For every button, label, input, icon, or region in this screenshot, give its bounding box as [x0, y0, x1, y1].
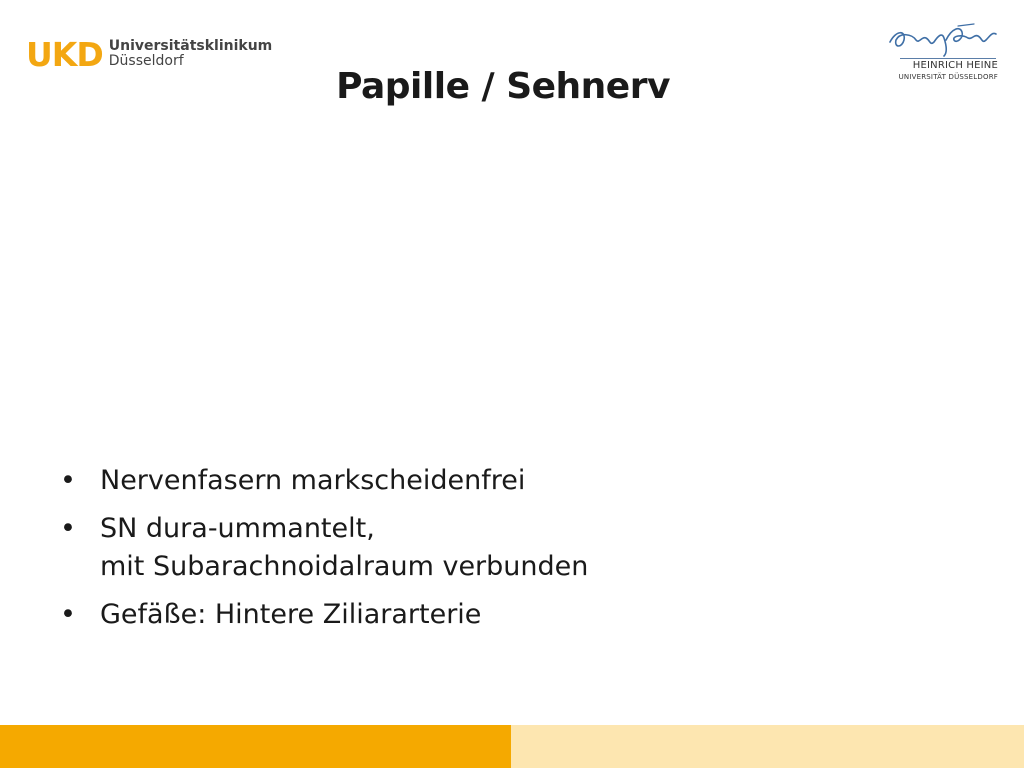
bullet-item: [58, 596, 588, 634]
bullet-item: [58, 462, 588, 500]
footer-bar-left: [0, 725, 511, 768]
bullet-item: [58, 510, 588, 586]
bullet-list: [58, 462, 588, 644]
footer-bar-right: [511, 725, 1024, 768]
bullet-text: Nervenfasern markscheidenfrei: [100, 465, 526, 496]
bullet-dot-icon: •: [60, 599, 76, 630]
hhu-logo-rule: [900, 58, 996, 59]
hhu-logo-name: HEINRICH HEINE: [912, 60, 998, 71]
ukd-logo-mark: UKD: [26, 34, 103, 74]
hhu-logo-subtitle: UNIVERSITÄT DÜSSELDORF: [898, 73, 998, 81]
bullet-text: SN dura-ummantelt,: [100, 513, 375, 544]
heine-signature-icon: [886, 22, 998, 58]
bullet-dot-icon: •: [60, 465, 76, 496]
bullet-text: mit Subarachnoidalraum verbunden: [100, 551, 589, 582]
ukd-logo-line1: Universitätsklinikum: [108, 38, 273, 55]
ukd-logo-text: [109, 39, 273, 68]
bullet-dot-icon: •: [60, 513, 76, 544]
slide-title: Papille / Sehnerv: [336, 66, 670, 107]
bullet-text: Gefäße: Hintere Ziliararterie: [100, 599, 482, 630]
ukd-logo-line2: Düsseldorf: [108, 53, 184, 69]
